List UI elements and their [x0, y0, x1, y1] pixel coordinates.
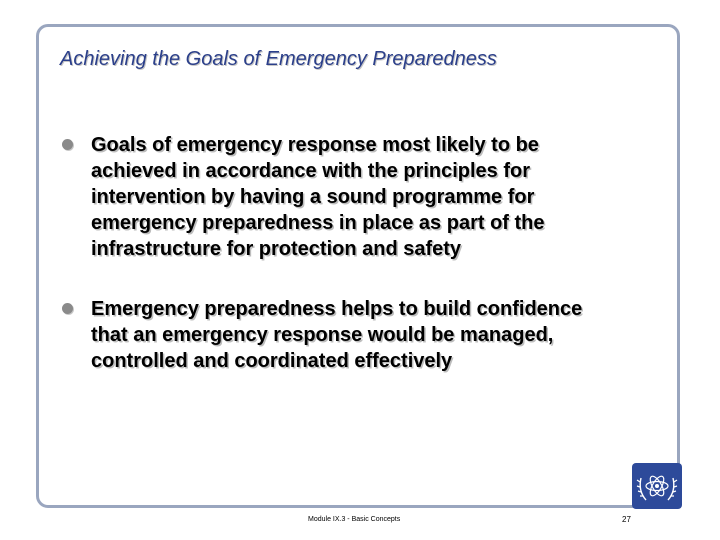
- slide-title: Achieving the Goals of Emergency Preparedness: [60, 48, 497, 70]
- bullet-list: [62, 132, 622, 374]
- footer-module-label: Module IX.3 - Basic Concepts: [308, 516, 401, 523]
- bullet-dot-icon: [62, 303, 73, 314]
- page-number: 27: [622, 515, 631, 524]
- iaea-logo-icon: [631, 462, 683, 510]
- bullet-item: [62, 296, 622, 374]
- bullet-text: Goals of emergency response most likely to be achieved in accordance with the principles for intervention by having a sound programme for emergency preparedness in place as part of the infrastructure for protection and safety: [91, 134, 545, 260]
- bullet-item: [62, 132, 622, 262]
- bullet-dot-icon: [62, 139, 73, 150]
- bullet-text: Emergency preparedness helps to build confidence that an emergency response would be managed, controlled and coordinated effectively: [91, 298, 583, 372]
